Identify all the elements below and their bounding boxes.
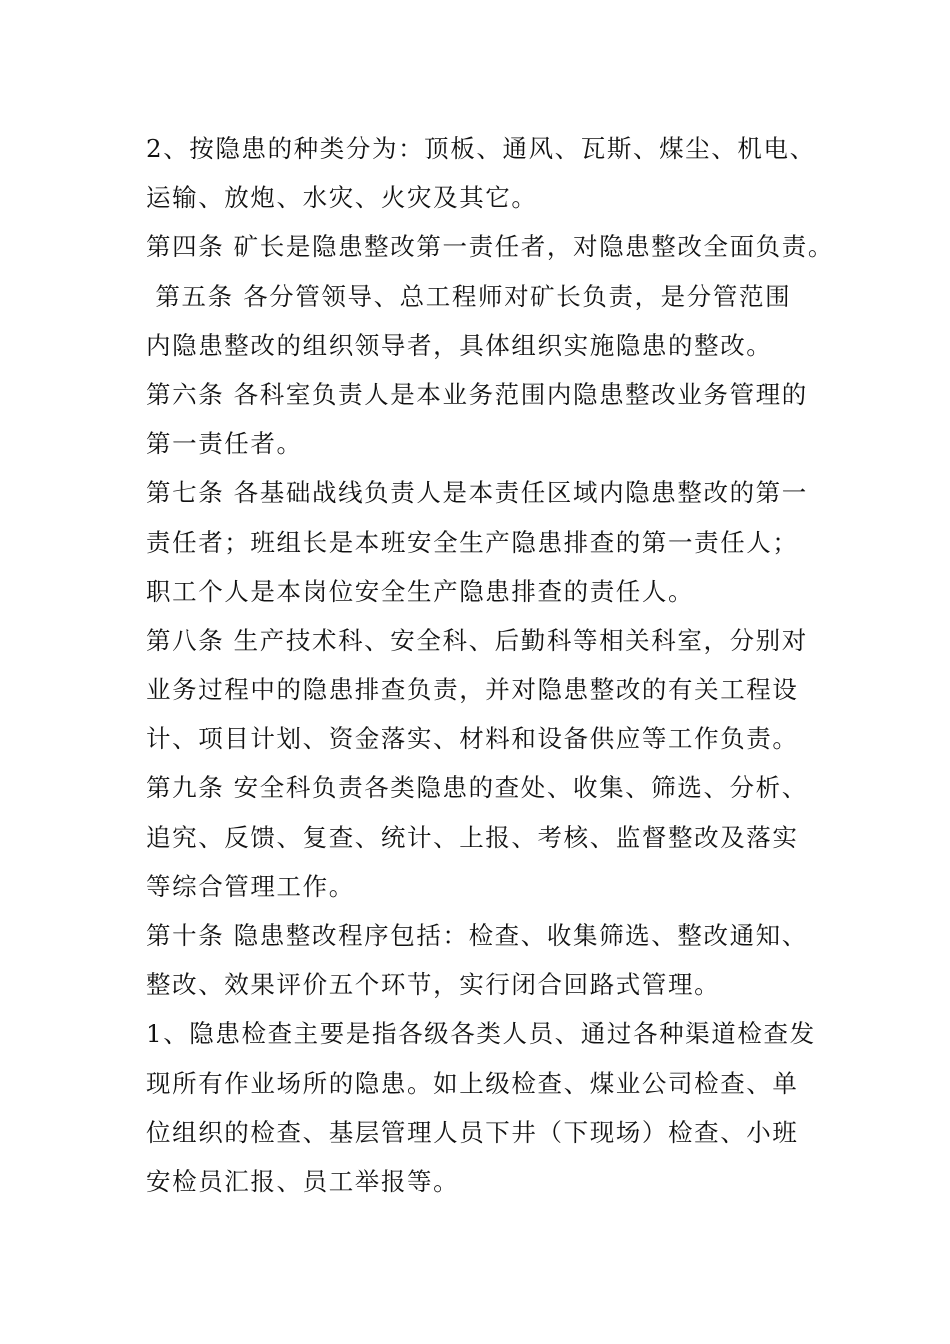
- text-line: 第七条 各基础战线负责人是本责任区域内隐患整改的第一: [146, 478, 808, 508]
- text-line: 整改、效果评价五个环节，实行闭合回路式管理。: [146, 970, 721, 1000]
- text-line: 职工个人是本岗位安全生产隐患排查的责任人。: [146, 576, 695, 606]
- text-line: 第五条 各分管领导、总工程师对矿长负责，是分管范围: [146, 281, 792, 311]
- text-line: 位组织的检查、基层管理人员下井（下现场）检查、小班: [146, 1117, 799, 1147]
- text-line: 运输、放炮、水灾、火灾及其它。: [146, 183, 538, 213]
- text-line: 计、项目计划、资金落实、材料和设备供应等工作负责。: [146, 724, 799, 754]
- text-line: 业务过程中的隐患排查负责，并对隐患整改的有关工程设: [146, 675, 799, 705]
- text-line: 1、隐患检查主要是指各级各类人员、通过各种渠道检查发: [146, 1019, 816, 1049]
- document-body: [146, 124, 834, 1206]
- text-line: 现所有作业场所的隐患。如上级检查、煤业公司检查、单: [146, 1068, 799, 1098]
- text-line: 内隐患整改的组织领导者，具体组织实施隐患的整改。: [146, 330, 773, 360]
- text-line: 第六条 各科室负责人是本业务范围内隐患整改业务管理的: [146, 379, 808, 409]
- text-line: 第四条 矿长是隐患整改第一责任者，对隐患整改全面负责。: [146, 232, 834, 262]
- text-line: 追究、反馈、复查、统计、上报、考核、监督整改及落实: [146, 822, 799, 852]
- text-line: 安检员汇报、员工举报等。: [146, 1166, 460, 1196]
- text-line: 2、按隐患的种类分为：顶板、通风、瓦斯、煤尘、机电、: [146, 134, 816, 163]
- text-line: 第一责任者。: [146, 429, 303, 459]
- text-line: 第十条 隐患整改程序包括：检查、收集筛选、整改通知、: [146, 921, 808, 950]
- text-line: 责任者；班组长是本班安全生产隐患排查的第一责任人；: [146, 527, 799, 557]
- text-line: 第八条 生产技术科、安全科、后勤科等相关科室，分别对: [146, 625, 808, 655]
- text-line: 第九条 安全科负责各类隐患的查处、收集、筛选、分析、: [146, 773, 808, 803]
- text-line: 等综合管理工作。: [146, 871, 355, 901]
